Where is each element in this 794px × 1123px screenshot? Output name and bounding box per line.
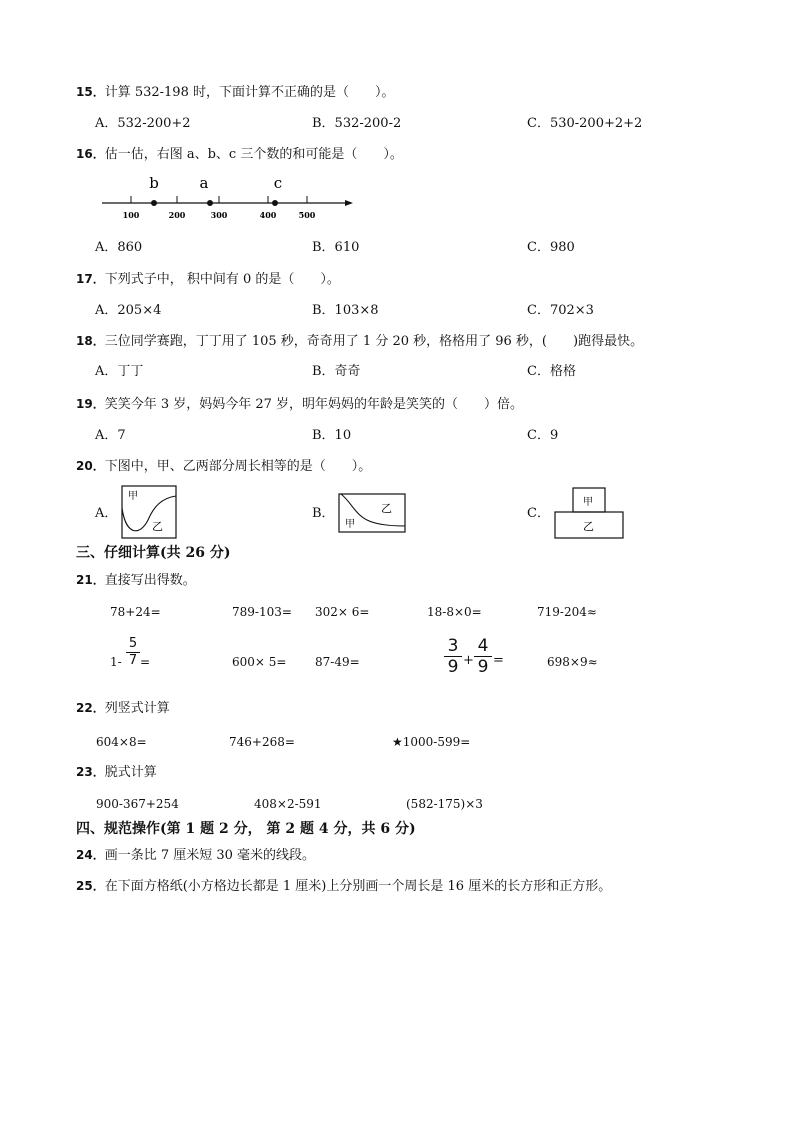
tick-label: 500 bbox=[298, 210, 316, 220]
tick-label: 200 bbox=[168, 210, 186, 220]
numerator: 5 bbox=[128, 636, 138, 651]
point-c bbox=[272, 200, 278, 206]
question-text: 在下面方格纸(小方格边长都是 1 厘米)上分别画一个周长是 16 厘米的长方形和正方形。 bbox=[104, 879, 612, 894]
calc-item: 302× 6= bbox=[315, 605, 370, 619]
option-b: B．532-200-2 bbox=[312, 116, 402, 131]
question-17 bbox=[76, 271, 340, 288]
calc-item: ★1000-599= bbox=[392, 735, 471, 749]
question-text: 下图中，甲、乙两部分周长相等的是（ ）。 bbox=[104, 459, 372, 474]
denominator: 9 bbox=[444, 656, 462, 677]
option-c: C．9 bbox=[527, 428, 559, 443]
option-b: B．103×8 bbox=[312, 303, 379, 318]
figure-option-b bbox=[337, 492, 407, 534]
option-c: C．格格 bbox=[527, 364, 576, 379]
tick-label: 400 bbox=[259, 210, 277, 220]
question-19 bbox=[76, 396, 523, 413]
option-c: C．702×3 bbox=[527, 303, 594, 318]
question-23 bbox=[76, 764, 157, 781]
question-22 bbox=[76, 700, 170, 717]
region-label-yi: 乙 bbox=[583, 520, 594, 533]
arrow-head-icon bbox=[345, 200, 353, 206]
point-b bbox=[151, 200, 157, 206]
question-text: 列竖式计算 bbox=[104, 701, 170, 716]
question-number: 17． bbox=[76, 272, 105, 286]
question-text: 估一估，右图 a、b、c 三个数的和可能是（ ）。 bbox=[104, 147, 403, 162]
question-21 bbox=[76, 572, 196, 589]
option-a: A．532-200+2 bbox=[95, 116, 191, 131]
equals-sign: = bbox=[140, 655, 151, 669]
option-a: A．205×4 bbox=[95, 303, 162, 318]
numerator: 3 bbox=[447, 636, 459, 656]
calc-item: 78+24= bbox=[110, 605, 161, 619]
fraction-4-9 bbox=[474, 636, 492, 677]
question-24 bbox=[76, 847, 315, 864]
fraction-5-7 bbox=[126, 636, 140, 669]
region-label-yi: 乙 bbox=[381, 502, 392, 515]
equals-sign: = bbox=[493, 653, 504, 668]
denominator: 9 bbox=[474, 656, 492, 677]
question-text: 画一条比 7 厘米短 30 毫米的线段。 bbox=[104, 848, 316, 863]
region-label-jia: 甲 bbox=[583, 497, 593, 508]
question-25 bbox=[76, 878, 611, 895]
question-16 bbox=[76, 146, 403, 163]
section-title: 四、规范操作(第 1 题 2 分， 第 2 题 4 分，共 6 分) bbox=[76, 821, 416, 837]
question-number: 23． bbox=[76, 765, 105, 779]
region-label-jia: 甲 bbox=[345, 519, 355, 530]
question-number: 25． bbox=[76, 879, 105, 893]
question-text: 下列式子中， 积中间有 0 的是（ ）。 bbox=[104, 272, 340, 287]
option-c: C．530-200+2+2 bbox=[527, 116, 643, 131]
question-number: 15． bbox=[76, 85, 105, 99]
denominator: 7 bbox=[126, 652, 140, 669]
numerator: 4 bbox=[477, 636, 489, 656]
tick-label: 100 bbox=[122, 210, 140, 220]
question-text: 笑笑今年 3 岁，妈妈今年 27 岁，明年妈妈的年龄是笑笑的（ ）倍。 bbox=[104, 397, 524, 412]
calc-item: 604×8= bbox=[96, 735, 147, 749]
calc-item: 746+268= bbox=[229, 735, 295, 749]
figure-option-c bbox=[553, 486, 625, 540]
question-20 bbox=[76, 458, 371, 475]
question-15 bbox=[76, 84, 395, 101]
calc-item: 408×2-591 bbox=[254, 797, 322, 811]
plus-sign: + bbox=[463, 653, 474, 668]
calc-prefix: 1- bbox=[110, 655, 122, 669]
calc-item: 698×9≈ bbox=[547, 655, 598, 669]
question-number: 19． bbox=[76, 397, 105, 411]
point-label-a: a bbox=[199, 174, 209, 192]
point-label-c: c bbox=[273, 174, 283, 192]
calc-item: 719-204≈ bbox=[537, 605, 597, 619]
question-text: 脱式计算 bbox=[104, 765, 157, 780]
question-number: 24． bbox=[76, 848, 105, 862]
option-c: C．980 bbox=[527, 240, 575, 255]
option-b: B．610 bbox=[312, 240, 360, 255]
option-a: A．丁丁 bbox=[95, 364, 144, 379]
region-label-jia: 甲 bbox=[128, 491, 138, 502]
option-a: A．860 bbox=[95, 240, 143, 255]
question-number: 16． bbox=[76, 147, 105, 161]
point-label-b: b bbox=[149, 174, 159, 192]
question-text: 三位同学赛跑，丁丁用了 105 秒，奇奇用了 1 分 20 秒，格格用了 96 秒，( )跑得最快。 bbox=[104, 334, 644, 349]
region-label-yi: 乙 bbox=[152, 520, 163, 533]
option-c: C． bbox=[527, 506, 550, 521]
number-line-figure bbox=[98, 170, 360, 222]
question-number: 22． bbox=[76, 701, 105, 715]
question-text: 直接写出得数。 bbox=[104, 573, 196, 588]
question-text: 计算 532-198 时，下面计算不正确的是（ ）。 bbox=[104, 85, 395, 100]
calc-item: 900-367+254 bbox=[96, 797, 179, 811]
question-18 bbox=[76, 333, 643, 350]
fraction-3-9 bbox=[444, 636, 462, 677]
tick-label: 300 bbox=[210, 210, 228, 220]
option-b: B．10 bbox=[312, 428, 352, 443]
question-number: 20． bbox=[76, 459, 105, 473]
calc-item: 789-103= bbox=[232, 605, 292, 619]
option-a: A．7 bbox=[95, 428, 126, 443]
figure-option-a bbox=[120, 484, 178, 540]
calc-item: (582-175)×3 bbox=[406, 797, 483, 811]
question-number: 18． bbox=[76, 334, 105, 348]
point-a bbox=[207, 200, 213, 206]
calc-item: 18-8×0= bbox=[427, 605, 482, 619]
question-number: 21． bbox=[76, 573, 105, 587]
calc-item: 600× 5= bbox=[232, 655, 287, 669]
option-b: B．奇奇 bbox=[312, 364, 361, 379]
section-title: 三、仔细计算(共 26 分) bbox=[76, 545, 231, 561]
option-a: A． bbox=[95, 506, 118, 521]
option-b: B． bbox=[312, 506, 335, 521]
calc-item: 87-49= bbox=[315, 655, 360, 669]
